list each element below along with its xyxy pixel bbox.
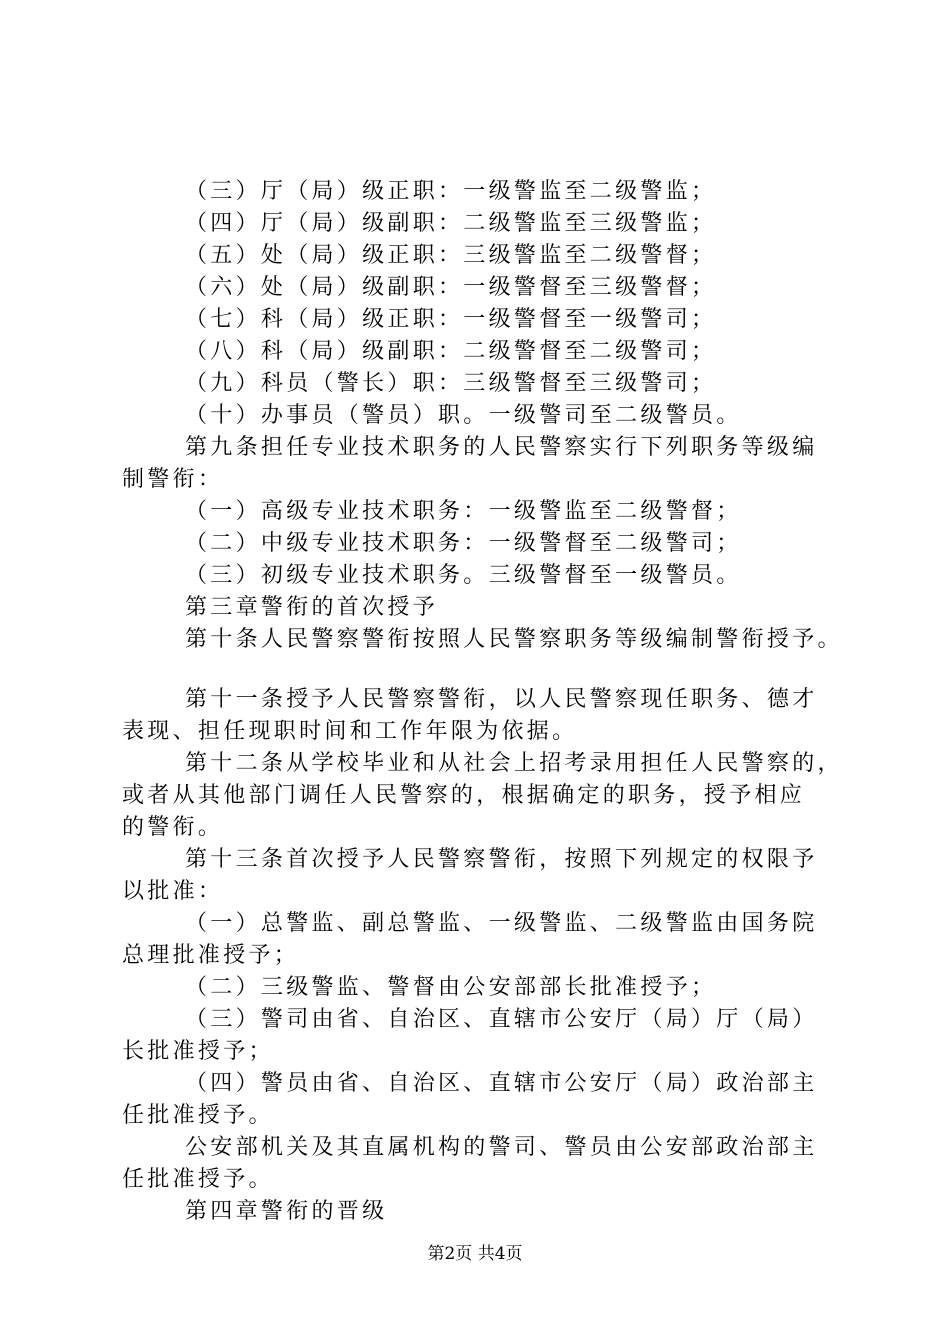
text-line: （三）警司由省、自治区、直辖市公安厅（局）厅（局）	[185, 1007, 818, 1032]
text-line: 表现、担任现职时间和工作年限为依据。	[122, 719, 578, 744]
text-line: 长批准授予；	[122, 1039, 274, 1064]
text-line: 第十一条授予人民警察警衔，以人民警察现任职务、德才	[185, 687, 818, 712]
chapter-heading: 第四章警衔的晋级	[185, 1199, 388, 1224]
text-line: （十）办事员（警员）职。一级警司至二级警员。	[185, 403, 742, 428]
text-line: 第十二条从学校毕业和从社会上招考录用担任人民警察的，	[185, 751, 843, 776]
chapter-heading: 第三章警衔的首次授予	[185, 595, 439, 620]
text-line: （二）中级专业技术职务：一级警督至二级警司；	[185, 531, 742, 556]
text-line: （一）高级专业技术职务：一级警监至二级警督；	[185, 499, 742, 524]
text-line: 总理批准授予；	[122, 943, 300, 968]
text-line: （五）处（局）级正职：三级警监至二级警督；	[185, 243, 717, 268]
text-line: （七）科（局）级正职：一级警督至一级警司；	[185, 307, 717, 332]
text-line: （四）厅（局）级副职：二级警监至三级警监；	[185, 211, 717, 236]
text-line: 制警衔：	[122, 467, 224, 492]
text-line: （四）警员由省、自治区、直辖市公安厅（局）政治部主	[185, 1071, 818, 1096]
text-line: 以批准：	[122, 879, 224, 904]
page-number-footer: 第2页 共4页	[427, 1244, 523, 1264]
text-line: 任批准授予。	[122, 1103, 274, 1128]
text-line: 的警衔。	[122, 815, 224, 840]
text-line: （三）初级专业技术职务。三级警督至一级警员。	[185, 563, 742, 588]
text-line: 第十三条首次授予人民警察警衔，按照下列规定的权限予	[185, 847, 818, 872]
text-line: 第十条人民警察警衔按照人民警察职务等级编制警衔授予。	[185, 627, 843, 652]
text-line: 公安部机关及其直属机构的警司、警员由公安部政治部主	[185, 1135, 818, 1160]
text-line: （八）科（局）级副职：二级警督至二级警司；	[185, 339, 717, 364]
text-line: （一）总警监、副总警监、一级警监、二级警监由国务院	[185, 911, 818, 936]
text-line: （二）三级警监、警督由公安部部长批准授予；	[185, 975, 717, 1000]
text-line: 第九条担任专业技术职务的人民警察实行下列职务等级编	[185, 435, 818, 460]
text-line: （六）处（局）级副职：一级警督至三级警督；	[185, 275, 717, 300]
text-line: （九）科员（警长）职：三级警督至三级警司；	[185, 371, 717, 396]
text-line: 或者从其他部门调任人民警察的，根据确定的职务，授予相应	[122, 783, 806, 808]
text-line: 任批准授予。	[122, 1167, 274, 1192]
text-line: （三）厅（局）级正职：一级警监至二级警监；	[185, 179, 717, 204]
